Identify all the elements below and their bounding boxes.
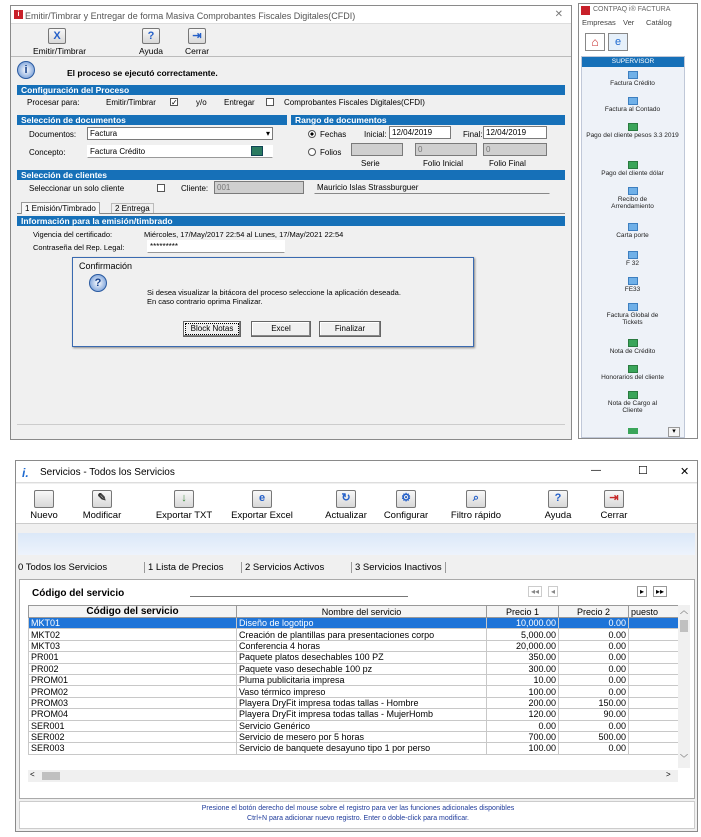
exportar-txt-button[interactable] <box>148 490 220 521</box>
document-icon <box>628 277 638 285</box>
exportar-excel-label: Exportar Excel <box>231 510 293 521</box>
sidebar-item-label: Carta porte <box>616 232 649 239</box>
table-cell: 0.00 <box>559 686 629 697</box>
table-cell <box>629 640 685 651</box>
configurar-label: Configurar <box>383 510 429 521</box>
tab-emision[interactable]: 1 Emisión/Timbrado <box>21 202 100 214</box>
table-cell: Creación de plantillas para presentaciones corpo <box>237 629 487 640</box>
table-row[interactable] <box>29 674 685 685</box>
help-icon: ? <box>548 490 568 508</box>
clientes-header: Selección de clientes <box>17 170 565 180</box>
cerrar-button[interactable] <box>179 28 215 56</box>
emitir-checkbox[interactable]: ✓ <box>171 98 178 107</box>
table-cell: Pluma publicitaria impresa <box>237 674 487 685</box>
document-icon <box>628 251 638 259</box>
cliente-name-field: Mauricio Islas Strassburguer <box>314 181 550 194</box>
bottom-panel-divider <box>17 424 565 425</box>
table-row[interactable] <box>29 743 685 754</box>
table-cell: 10.00 <box>487 674 559 685</box>
sidebar-item[interactable] <box>582 251 683 267</box>
seleccionar-label: Seleccionar un solo cliente <box>29 184 125 193</box>
fees-icon <box>628 365 638 373</box>
table-cell <box>629 697 685 708</box>
documentos-label: Documentos: <box>29 130 77 139</box>
tab-entrega[interactable]: 2 Entrega <box>111 203 154 213</box>
minimize-icon[interactable]: — <box>591 465 601 476</box>
next-record-button[interactable]: ▸ <box>637 586 647 597</box>
block-notas-button[interactable]: Block Notas <box>183 321 241 337</box>
table-header <box>29 606 685 618</box>
refresh-icon: ↻ <box>336 490 356 508</box>
sidebar-item-label: Factura Crédito <box>610 80 655 87</box>
dialog-line1: Si desea visualizar la bitácora del proceso seleccione la aplicación deseada. <box>147 288 401 297</box>
seleccionar-checkbox[interactable] <box>157 184 165 192</box>
sidebar-item-label: Factura al Contado <box>604 106 661 113</box>
table-cell: PROM01 <box>29 674 237 685</box>
sidebar-item-label: Nota de Crédito <box>609 348 656 355</box>
dialog-line2: En caso contrario oprima Finalizar. <box>147 297 263 306</box>
scroll-down-icon[interactable]: ▾ <box>668 427 680 437</box>
scroll-thumb[interactable] <box>42 772 60 780</box>
document-icon <box>628 223 638 231</box>
table-wrapper <box>28 605 690 768</box>
search-icon: ⌕ <box>466 490 486 508</box>
status-message: El proceso se ejecutó correctamente. <box>67 68 218 78</box>
folios-radio[interactable] <box>308 148 316 156</box>
procesar-label: Procesar para: <box>27 98 80 107</box>
sidebar-item[interactable] <box>582 223 683 239</box>
scroll-left-icon[interactable]: < <box>30 770 35 779</box>
fechas-label: Fechas <box>320 130 347 139</box>
home-icon[interactable]: ⌂ <box>585 33 605 51</box>
app-icon: i <box>14 10 23 19</box>
blue-band <box>18 533 695 555</box>
supervisor-header: SUPERVISOR <box>582 57 684 67</box>
table-row[interactable] <box>29 663 685 674</box>
inicial-input[interactable]: 12/04/2019 <box>389 126 451 139</box>
scroll-down-icon[interactable]: ﹀ <box>680 754 688 763</box>
sidebar-item[interactable] <box>582 277 683 293</box>
ayuda-button[interactable] <box>538 490 578 521</box>
table-cell: 500.00 <box>559 731 629 742</box>
emitir-option-label: Emitir/Timbrar <box>106 98 156 107</box>
table-row[interactable] <box>29 629 685 640</box>
menu-empresas[interactable]: Empresas <box>582 18 616 27</box>
filtro-rapido-button[interactable] <box>444 490 508 521</box>
table-cell: Servicio Genérico <box>237 720 487 731</box>
table-cell <box>629 709 685 720</box>
document-icon <box>628 71 638 79</box>
book-icon[interactable] <box>251 146 263 156</box>
folio-inicial-label: Folio Inicial <box>423 159 464 168</box>
modificar-button[interactable] <box>78 490 126 521</box>
table-cell: 350.00 <box>487 652 559 663</box>
finalizar-button[interactable]: Finalizar <box>319 321 381 337</box>
side-panel <box>578 3 698 439</box>
table-cell: 20,000.00 <box>487 640 559 651</box>
table-cell <box>629 663 685 674</box>
browser-icon[interactable]: e <box>608 33 628 51</box>
concepto-value: Factura Crédito <box>90 147 146 156</box>
sidebar-item[interactable] <box>582 391 683 414</box>
table-cell: SER001 <box>29 720 237 731</box>
table-cell: 300.00 <box>487 663 559 674</box>
ayuda-button[interactable] <box>133 28 169 56</box>
horizontal-scrollbar[interactable] <box>28 770 678 782</box>
table-cell: 0.00 <box>559 674 629 685</box>
cliente-label: Cliente: <box>181 184 209 193</box>
cfdi-tabs <box>17 199 565 214</box>
tab-todos[interactable]: 0 Todos los Servicios <box>18 562 108 573</box>
folio-final-input[interactable]: 0 <box>483 143 547 156</box>
tab-lista-precios[interactable]: 1 Lista de Precios <box>144 562 224 573</box>
exportar-txt-label: Exportar TXT <box>155 510 213 521</box>
table-cell: PR002 <box>29 663 237 674</box>
table-row[interactable] <box>29 731 685 742</box>
exit-icon: ⇥ <box>604 490 624 508</box>
prev-record-button[interactable]: ◂ <box>548 586 558 597</box>
column-header[interactable]: Precio 1 <box>487 606 559 618</box>
new-icon <box>34 490 54 508</box>
side-app-title: CONTPAQ i® FACTURA <box>593 6 671 13</box>
servicios-titlebar <box>16 461 697 483</box>
chevron-down-icon: ▾ <box>265 129 270 138</box>
column-header[interactable]: Nombre del servicio <box>237 606 487 618</box>
cfdi-window <box>10 5 572 440</box>
nuevo-button[interactable] <box>22 490 66 521</box>
table-cell: 0.00 <box>559 743 629 754</box>
menu-catalogo[interactable]: Catálog <box>646 18 672 27</box>
table-cell: SER003 <box>29 743 237 754</box>
table-cell: Playera DryFit impresa todas tallas - MujerHomb <box>237 709 487 720</box>
table-cell: 0.00 <box>559 618 629 629</box>
help-icon: ? <box>142 28 160 44</box>
table-cell: 0.00 <box>559 629 629 640</box>
table-cell: 200.00 <box>487 697 559 708</box>
app-icon <box>581 6 590 15</box>
cfdi-toolbar <box>11 25 571 57</box>
contrasena-label: Contraseña del Rep. Legal: <box>33 243 125 252</box>
table-cell <box>629 618 685 629</box>
configurar-button[interactable] <box>378 490 434 521</box>
servicios-tabs <box>16 559 697 577</box>
table-cell: 0.00 <box>559 720 629 731</box>
table-cell: Paquete platos desechables 100 PZ <box>237 652 487 663</box>
folio-inicial-input[interactable]: 0 <box>415 143 477 156</box>
table-cell: 150.00 <box>559 697 629 708</box>
table-cell: MKT02 <box>29 629 237 640</box>
column-header[interactable]: Código del servicio <box>29 606 237 618</box>
credit-note-icon <box>628 339 638 347</box>
document-icon <box>628 97 638 105</box>
comprobantes-label: Comprobantes Fiscales Digitales(CFDI) <box>284 98 425 107</box>
table-cell: Conferencia 4 horas <box>237 640 487 651</box>
table-cell: SER002 <box>29 731 237 742</box>
cerrar-label: Cerrar <box>184 46 210 56</box>
vigencia-value: Miércoles, 17/May/2017 22:54 al Lunes, 17/May/2021 22:54 <box>144 230 344 239</box>
folios-label: Folios <box>320 148 342 157</box>
nuevo-label: Nuevo <box>30 510 58 521</box>
table-cell: Vaso térmico impreso <box>237 686 487 697</box>
emitir-label: Emitir/Timbrar <box>33 46 87 56</box>
ayuda-label: Ayuda <box>544 510 572 521</box>
info-icon: i. <box>22 466 29 480</box>
seleccion-docs-header: Selección de documentos <box>17 115 287 125</box>
table-cell: Servicio de banquete desayuno tipo 1 por perso <box>237 743 487 754</box>
search-label: Código del servicio <box>32 588 125 599</box>
concepto-label: Concepto: <box>29 148 66 157</box>
question-icon: ? <box>89 274 107 292</box>
exportar-excel-button[interactable] <box>222 490 302 521</box>
table-cell: Diseño de logotipo <box>237 618 487 629</box>
cerrar-button[interactable] <box>594 490 634 521</box>
table-cell <box>629 743 685 754</box>
sidebar-item-label: Factura Global de Tickets <box>606 312 659 326</box>
contrasena-input[interactable]: ********* <box>147 240 285 253</box>
table-cell <box>629 652 685 663</box>
table-cell: PR001 <box>29 652 237 663</box>
charge-note-icon <box>628 391 638 399</box>
search-input[interactable] <box>190 596 408 597</box>
table-row[interactable] <box>29 640 685 651</box>
vertical-scrollbar[interactable] <box>678 605 690 768</box>
actualizar-button[interactable] <box>316 490 376 521</box>
cerrar-label: Cerrar <box>600 510 628 521</box>
documentos-value: Factura <box>90 129 118 138</box>
servicios-title: Servicios - Todos los Servicios <box>40 467 175 478</box>
edit-icon: ✎ <box>92 490 112 508</box>
sidebar-item-label: FE33 <box>624 286 641 293</box>
entregar-label: Entregar <box>224 98 255 107</box>
sidebar-item[interactable] <box>582 339 683 355</box>
tab-activos[interactable]: 2 Servicios Activos <box>241 562 324 573</box>
sidebar-item[interactable] <box>582 71 683 87</box>
table-cell: 100.00 <box>487 743 559 754</box>
table-cell <box>629 731 685 742</box>
table-row[interactable] <box>29 686 685 697</box>
gear-icon: ⚙ <box>396 490 416 508</box>
table-cell <box>629 686 685 697</box>
supervisor-panel <box>581 56 685 438</box>
final-label: Final: <box>463 130 483 139</box>
scroll-thumb[interactable] <box>680 620 688 632</box>
concepto-field[interactable] <box>87 145 273 158</box>
table-cell: PROM03 <box>29 697 237 708</box>
document-icon <box>628 187 638 195</box>
grid-panel <box>19 579 695 799</box>
table-cell: 5,000.00 <box>487 629 559 640</box>
first-record-button[interactable]: ◂◂ <box>528 586 542 597</box>
export-txt-icon: ↓ <box>174 490 194 508</box>
filtro-rapido-label: Filtro rápido <box>450 510 502 521</box>
sidebar-item-label: Nota de Cargo al Cliente <box>607 400 658 414</box>
cfdi-title: Emitir/Timbrar y Entregar de forma Masiva Comprobantes Fiscales Digitales(CFDI) <box>25 11 356 21</box>
table-cell: 700.00 <box>487 731 559 742</box>
close-icon[interactable]: ✕ <box>680 466 690 478</box>
config-header: Configuración del Proceso <box>17 85 565 95</box>
servicios-toolbar <box>16 484 697 524</box>
sidebar-item-label: Pago del cliente dólar <box>601 170 664 177</box>
table-cell: Paquete vaso desechable 100 pz <box>237 663 487 674</box>
inicial-label: Inicial: <box>364 130 387 139</box>
sidebar-item-label: Honorarios del cliente <box>601 374 664 381</box>
table-cell: PROM02 <box>29 686 237 697</box>
servicios-table <box>28 605 685 755</box>
serie-input[interactable] <box>351 143 403 156</box>
sidebar-item-label: F 32 <box>625 260 639 267</box>
entregar-checkbox[interactable] <box>266 98 274 106</box>
table-row[interactable] <box>29 697 685 708</box>
info-header: Información para la emisión/timbrado <box>17 216 565 226</box>
exit-icon: ⇥ <box>188 28 206 44</box>
table-row[interactable] <box>29 652 685 663</box>
table-cell <box>629 720 685 731</box>
table-row[interactable] <box>29 720 685 731</box>
folio-final-label: Folio Final <box>489 159 526 168</box>
table-row[interactable] <box>29 618 685 629</box>
scroll-up-icon[interactable]: ︿ <box>680 606 688 615</box>
modificar-label: Modificar <box>82 510 122 521</box>
vigencia-label: Vigencia del certificado: <box>33 230 113 239</box>
footer-line1: Presione el botón derecho del mouse sobre el registro para ver las funciones adicionales disponibles <box>201 805 515 812</box>
confirm-dialog <box>72 257 474 347</box>
footer-line2: Ctrl+N para adicionar nuevo registro. Enter o doble-click para modificar. <box>247 815 469 822</box>
document-icon <box>628 303 638 311</box>
export-excel-icon: e <box>252 490 272 508</box>
servicios-window <box>15 460 698 832</box>
payment-icon <box>628 123 638 131</box>
last-record-button[interactable]: ▸▸ <box>653 586 667 597</box>
ayuda-label: Ayuda <box>139 46 163 56</box>
sidebar-item[interactable] <box>582 123 683 139</box>
table-cell: 0.00 <box>559 640 629 651</box>
table-cell <box>629 629 685 640</box>
table-cell: 100.00 <box>487 686 559 697</box>
footer-bar <box>19 801 695 829</box>
close-icon[interactable]: ✕ <box>554 9 563 20</box>
table-cell: 120.00 <box>487 709 559 720</box>
emitir-button[interactable] <box>33 28 87 56</box>
column-header[interactable]: Precio 2 <box>559 606 629 618</box>
info-icon: i <box>17 61 35 79</box>
sidebar-item[interactable] <box>582 161 683 177</box>
payment-icon <box>628 161 638 169</box>
scroll-right-icon[interactable]: > <box>666 770 671 779</box>
sidebar-item[interactable] <box>582 187 683 210</box>
table-cell: Playera DryFit impresa todas tallas - Hombre <box>237 697 487 708</box>
sidebar-item[interactable] <box>582 303 683 326</box>
fechas-radio[interactable] <box>308 130 316 138</box>
stamp-icon: X <box>48 28 66 44</box>
menu-ver[interactable]: Ver <box>623 18 635 27</box>
table-cell: 0.00 <box>559 652 629 663</box>
sidebar-item[interactable] <box>582 97 683 113</box>
final-input[interactable]: 12/04/2019 <box>483 126 547 139</box>
sidebar-item-label: Recibo de Arrendamiento <box>611 196 654 210</box>
serie-label: Serie <box>361 159 380 168</box>
table-cell: 0.00 <box>559 663 629 674</box>
actualizar-label: Actualizar <box>325 510 367 521</box>
table-cell: MKT01 <box>29 618 237 629</box>
yo-label: y/o <box>196 98 207 107</box>
table-cell: PROM04 <box>29 709 237 720</box>
table-cell: 10,000.00 <box>487 618 559 629</box>
maximize-icon[interactable]: ☐ <box>638 465 648 477</box>
table-cell <box>629 674 685 685</box>
dialog-title: Confirmación <box>79 261 133 271</box>
table-cell: 90.00 <box>559 709 629 720</box>
cliente-code-input[interactable]: 001 <box>214 181 304 194</box>
rango-header: Rango de documentos <box>291 115 565 125</box>
tab-inactivos[interactable]: 3 Servicios Inactivos <box>351 562 446 573</box>
table-row[interactable] <box>29 709 685 720</box>
sidebar-item[interactable] <box>582 365 683 381</box>
documentos-select[interactable] <box>87 127 273 140</box>
table-cell: 0.00 <box>487 720 559 731</box>
table-cell: Servicio de mesero por 5 horas <box>237 731 487 742</box>
excel-button[interactable]: Excel <box>251 321 311 337</box>
cfdi-titlebar <box>11 6 571 24</box>
table-cell: MKT03 <box>29 640 237 651</box>
column-header[interactable]: puesto <box>629 606 685 618</box>
sidebar-item-label: Pago del cliente pesos 3.3 2019 <box>586 132 679 139</box>
more-icon <box>628 428 638 434</box>
